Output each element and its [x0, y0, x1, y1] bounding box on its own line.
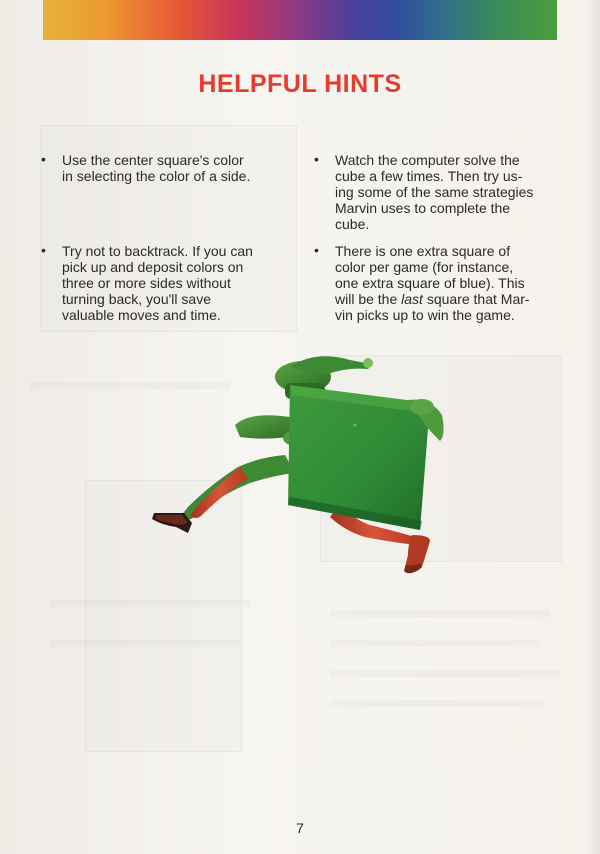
marvin-left-leg	[152, 455, 295, 533]
show-through-line	[330, 700, 545, 707]
hint-text-part: square that Mar- vin picks up to win the game.	[335, 291, 530, 323]
page-number: 7	[296, 820, 304, 836]
hint-item	[314, 151, 575, 232]
bullet-icon: •	[314, 242, 319, 258]
green-square	[288, 385, 430, 530]
show-through-line	[330, 640, 540, 647]
show-through-line	[330, 670, 560, 677]
hint-text: Watch the computer solve the cube a few times. Then try us- ing some of the same strategies Marvin uses to complete the cube.	[335, 152, 534, 232]
hint-item	[314, 242, 575, 323]
hint-text: Use the center square's color in selecting the color of a side.	[62, 152, 251, 184]
page-edge-shadow	[586, 0, 600, 854]
hint-text: Try not to backtrack. If you can pick up and deposit colors on three or more sides without turning back, you'll save valuable moves and time.	[62, 243, 253, 323]
rainbow-header-bar	[43, 0, 557, 40]
hint-text-emphasis: last	[401, 291, 423, 307]
hint-text	[335, 243, 575, 323]
show-through-line	[50, 640, 240, 647]
page-title: HELPFUL HINTS	[198, 70, 402, 98]
bullet-icon: •	[314, 151, 319, 167]
hint-item	[41, 242, 302, 323]
bullet-icon: •	[41, 151, 46, 167]
bullet-icon: •	[41, 242, 46, 258]
marvin-carrying-green-square-illustration	[140, 345, 460, 585]
show-through-line	[50, 600, 250, 607]
hint-item	[41, 151, 302, 184]
show-through-line	[330, 610, 550, 617]
hint-text-part: There is one extra square of color per game (for instance, one extra square of blue). This will be the	[335, 243, 525, 307]
